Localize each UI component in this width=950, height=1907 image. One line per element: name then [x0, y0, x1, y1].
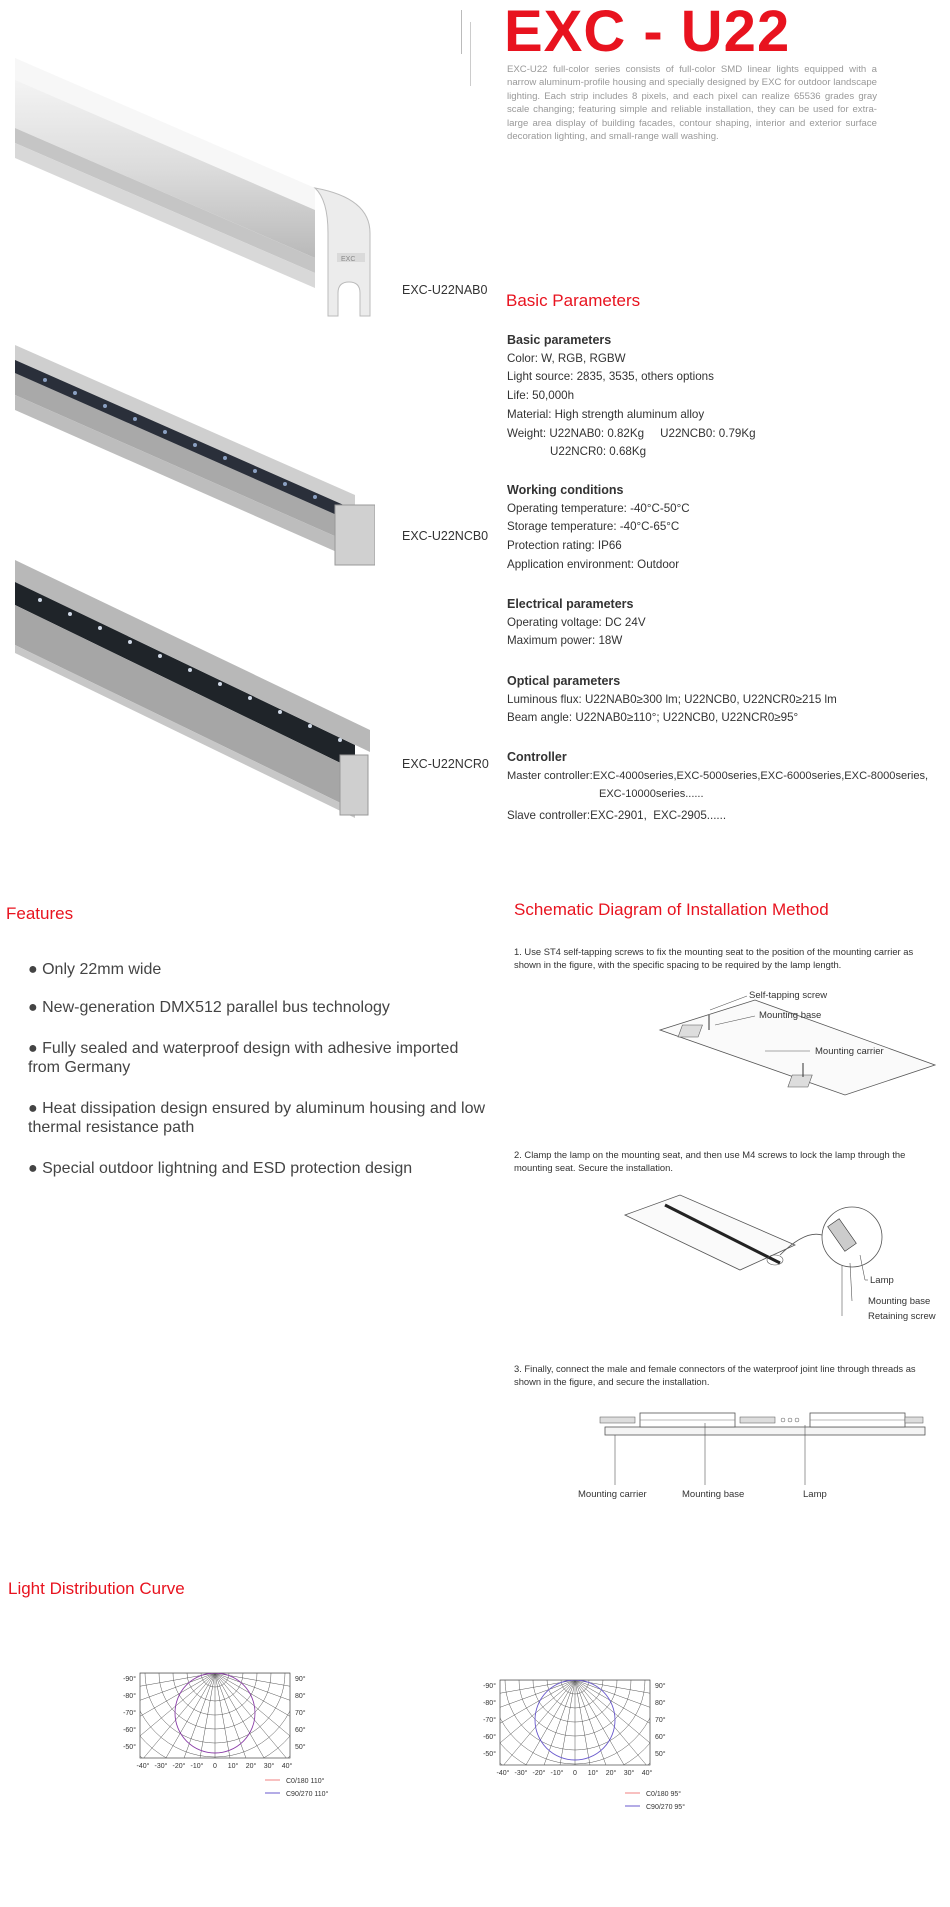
- page-title: EXC - U22: [504, 0, 791, 64]
- header-divider: [470, 22, 471, 86]
- diagram-label: Mounting carrier: [578, 1489, 647, 1500]
- product-image-nab0: [15, 58, 375, 328]
- axis-tick-label: 90°: [655, 1683, 666, 1690]
- axis-tick-label: 30°: [263, 1763, 275, 1770]
- product-image-ncb0: [15, 345, 375, 575]
- param-line: Maximum power: 18W: [507, 634, 623, 648]
- axis-tick-label: 70°: [295, 1710, 306, 1717]
- axis-tick-label: 0: [213, 1763, 217, 1770]
- axis-tick-label: 0: [573, 1770, 577, 1777]
- light-distribution-chart-2: [470, 1672, 730, 1844]
- axis-tick-label: -70°: [123, 1710, 136, 1717]
- diagram-label: Mounting base: [759, 1010, 822, 1021]
- param-group-title: Controller: [507, 750, 567, 764]
- param-line: Material: High strength aluminum alloy: [507, 407, 705, 421]
- light-curve-heading: Light Distribution Curve: [8, 1579, 185, 1598]
- product-label: EXC-U22NCR0: [402, 757, 489, 771]
- product-logo: EXC: [341, 256, 356, 263]
- feature-item: ● Heat dissipation design ensured by aluminum housing and low thermal resistance path: [28, 1100, 486, 1136]
- param-line: Light source: 2835, 3535, others options: [507, 370, 714, 384]
- axis-tick-label: -60°: [483, 1734, 496, 1741]
- axis-tick-label: -10°: [550, 1770, 564, 1777]
- feature-item: ● Special outdoor lightning and ESD protection design: [28, 1160, 413, 1177]
- axis-tick-label: 30°: [623, 1770, 635, 1777]
- diagram-label: Lamp: [803, 1489, 827, 1500]
- axis-tick-label: -10°: [190, 1763, 204, 1770]
- axis-tick-label: 60°: [295, 1727, 306, 1734]
- param-line: EXC-10000series......: [599, 788, 704, 801]
- axis-tick-label: -80°: [123, 1693, 136, 1700]
- axis-tick-label: 10°: [587, 1770, 599, 1777]
- param-line: Weight: U22NAB0: 0.82Kg U22NCB0: 0.79Kg: [507, 426, 756, 440]
- param-line: Storage temperature: -40°C-65°C: [507, 520, 680, 534]
- feature-item: ● Only 22mm wide: [28, 961, 162, 978]
- axis-tick-label: -20°: [532, 1770, 546, 1777]
- installation-heading: Schematic Diagram of Installation Method: [514, 900, 829, 919]
- diagram-label: Mounting base: [682, 1489, 745, 1500]
- installation-diagram-2: [620, 1185, 940, 1330]
- axis-tick-label: 90°: [295, 1676, 306, 1683]
- features-heading: Features: [6, 904, 74, 923]
- axis-tick-label: -70°: [483, 1717, 496, 1724]
- axis-tick-label: -90°: [123, 1676, 136, 1683]
- header-divider: [461, 10, 462, 54]
- axis-tick-label: 40°: [281, 1763, 293, 1770]
- axis-tick-label: 60°: [655, 1734, 666, 1741]
- param-line: Operating voltage: DC 24V: [507, 615, 646, 629]
- axis-tick-label: -90°: [483, 1683, 496, 1690]
- product-label: EXC-U22NCB0: [402, 529, 489, 543]
- param-line: Protection rating: IP66: [507, 539, 622, 553]
- basic-parameters-heading: Basic Parameters: [506, 291, 641, 310]
- param-line: Life: 50,000h: [507, 389, 575, 403]
- param-group-working: [507, 481, 947, 575]
- legend-label: C0/180 110°: [286, 1778, 325, 1785]
- axis-tick-label: 80°: [295, 1693, 306, 1700]
- param-line: Luminous flux: U22NAB0≥300 lm; U22NCB0, U22NCR0≥215 lm: [507, 692, 837, 706]
- param-group-title: Working conditions: [507, 483, 624, 497]
- param-group-controller: [507, 748, 949, 826]
- axis-tick-label: -30°: [514, 1770, 528, 1777]
- installation-diagram-3: [570, 1405, 940, 1505]
- param-line: U22NCR0: 0.68Kg: [550, 445, 647, 459]
- diagram-label: Self-tapping screw: [749, 990, 828, 1001]
- axis-tick-label: 10°: [227, 1763, 239, 1770]
- polar-grid: [110, 1665, 370, 1830]
- axis-tick-label: -30°: [154, 1763, 168, 1770]
- axis-tick-label: 40°: [641, 1770, 653, 1777]
- axis-tick-label: -80°: [483, 1700, 496, 1707]
- product-intro: EXC-U22 full-color series consists of full-color SMD linear lights equipped with a narrow aluminum-profile housing and specially designed by EXC for outdoor landscape lighting. Each strip includes 8 pixels, and each pixel can realize 65536 grades gray scale changing; featuring simple and reliable installation, they can be used for extra-large area display of building facades, contour shaping, interior and exterior surface decoration lighting, and small-range wall washing.: [507, 64, 877, 143]
- feature-item: ● Fully sealed and waterproof design with adhesive imported from Germany: [28, 1040, 459, 1076]
- param-group-title: Optical parameters: [507, 674, 621, 688]
- param-group-basic: [507, 331, 947, 462]
- axis-tick-label: -50°: [123, 1744, 136, 1751]
- axis-tick-label: 80°: [655, 1700, 666, 1707]
- diagram-label: Lamp: [870, 1275, 894, 1286]
- param-line: Operating temperature: -40°C-50°C: [507, 501, 690, 515]
- installation-diagram-1: [655, 985, 945, 1100]
- diagram-label: Mounting carrier: [815, 1046, 884, 1057]
- param-group-electrical: [507, 595, 947, 651]
- diagram-label: Mounting base: [868, 1296, 931, 1307]
- installation-step: 1. Use ST4 self-tapping screws to fix the mounting seat to the position of the mounting carrier as shown in the figure, with the specific spacing to be required by the lamp length.: [514, 946, 914, 970]
- installation-step: 2. Clamp the lamp on the mounting seat, and then use M4 screws to lock the lamp through the mounting seat. Secure the installation.: [514, 1149, 906, 1173]
- param-line: Color: W, RGB, RGBW: [507, 351, 626, 365]
- param-line: Beam angle: U22NAB0≥110°; U22NCB0, U22NCR0≥95°: [507, 711, 799, 725]
- param-group-title: Basic parameters: [507, 333, 612, 347]
- axis-tick-label: 70°: [655, 1717, 666, 1724]
- legend-label: C90/270 110°: [286, 1791, 329, 1798]
- axis-tick-label: -60°: [123, 1727, 136, 1734]
- axis-tick-label: 50°: [655, 1751, 666, 1758]
- legend-label: C90/270 95°: [646, 1804, 685, 1811]
- param-group-title: Electrical parameters: [507, 597, 634, 611]
- axis-tick-label: -20°: [172, 1763, 186, 1770]
- feature-item: ● New-generation DMX512 parallel bus technology: [28, 999, 390, 1016]
- axis-tick-label: -40°: [496, 1770, 510, 1777]
- axis-tick-label: 20°: [245, 1763, 257, 1770]
- light-distribution-chart-1: [110, 1665, 370, 1830]
- param-line: Master controller:EXC-4000series,EXC-5000series,EXC-6000series,EXC-8000series,: [507, 769, 929, 782]
- legend-label: C0/180 95°: [646, 1791, 682, 1798]
- diagram-label: Retaining screw: [868, 1311, 936, 1322]
- installation-step: 3. Finally, connect the male and female connectors of the waterproof joint line through threads as shown in the figure, and secure the installation.: [514, 1363, 916, 1387]
- product-label: EXC-U22NAB0: [402, 283, 488, 297]
- axis-tick-label: 20°: [605, 1770, 617, 1777]
- param-line: Slave controller:EXC-2901, EXC-2905......: [507, 809, 727, 823]
- axis-tick-label: -50°: [483, 1751, 496, 1758]
- polar-grid: [470, 1672, 730, 1844]
- axis-tick-label: -40°: [136, 1763, 150, 1770]
- product-image-ncr0: [15, 560, 375, 820]
- axis-tick-label: 50°: [295, 1744, 306, 1751]
- param-group-optical: [507, 672, 947, 728]
- param-line: Application environment: Outdoor: [507, 557, 680, 571]
